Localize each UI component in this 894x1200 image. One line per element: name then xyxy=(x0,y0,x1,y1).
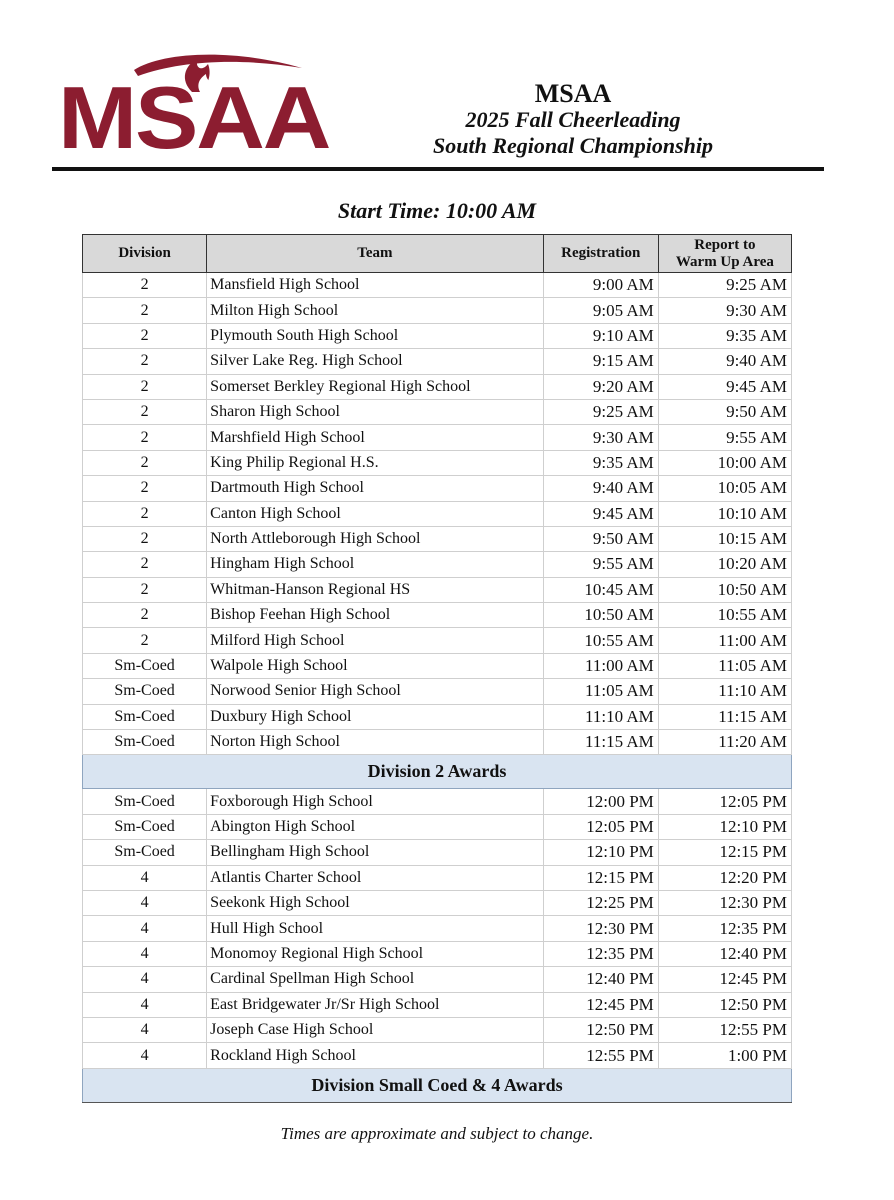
table-row xyxy=(83,425,792,450)
division-cell: 2 xyxy=(83,476,207,501)
title-block xyxy=(398,80,748,159)
team-cell: Norton High School xyxy=(207,730,543,755)
table-row xyxy=(83,967,792,992)
team-cell: Atlantis Charter School xyxy=(207,865,543,890)
header-rule xyxy=(52,167,824,171)
report-cell: 12:15 PM xyxy=(658,840,791,865)
table-row xyxy=(83,374,792,399)
division-cell: Sm-Coed xyxy=(83,840,207,865)
report-cell: 9:35 AM xyxy=(658,323,791,348)
division-cell: 4 xyxy=(83,916,207,941)
table-row xyxy=(83,992,792,1017)
report-cell: 9:30 AM xyxy=(658,298,791,323)
awards-row xyxy=(83,755,792,789)
table-row xyxy=(83,865,792,890)
division-cell: 4 xyxy=(83,865,207,890)
report-cell: 11:05 AM xyxy=(658,653,791,678)
registration-cell: 12:50 PM xyxy=(543,1017,658,1042)
footnote: Times are approximate and subject to change. xyxy=(280,1124,594,1143)
division-cell: Sm-Coed xyxy=(83,704,207,729)
report-cell: 11:20 AM xyxy=(658,730,791,755)
registration-cell: 12:05 PM xyxy=(543,814,658,839)
report-cell: 10:50 AM xyxy=(658,577,791,602)
report-cell: 9:25 AM xyxy=(658,273,791,298)
table-header-row xyxy=(83,235,792,273)
event-title: 2025 Fall Cheerleading xyxy=(465,107,681,132)
team-cell: Whitman-Hanson Regional HS xyxy=(207,577,543,602)
registration-cell: 9:10 AM xyxy=(543,323,658,348)
division-cell: Sm-Coed xyxy=(83,730,207,755)
awards-label: Division Small Coed & 4 Awards xyxy=(83,1068,792,1102)
report-cell: 12:35 PM xyxy=(658,916,791,941)
table-row xyxy=(83,450,792,475)
division-cell: 2 xyxy=(83,628,207,653)
registration-cell: 9:20 AM xyxy=(543,374,658,399)
org-title: MSAA xyxy=(534,79,612,108)
table-row xyxy=(83,704,792,729)
division-cell: 2 xyxy=(83,323,207,348)
registration-cell: 12:55 PM xyxy=(543,1043,658,1068)
registration-cell: 10:55 AM xyxy=(543,628,658,653)
header-report-line1: Report to xyxy=(694,236,756,253)
division-cell: 2 xyxy=(83,399,207,424)
team-cell: Rockland High School xyxy=(207,1043,543,1068)
division-cell: 2 xyxy=(83,273,207,298)
team-cell: Milford High School xyxy=(207,628,543,653)
registration-cell: 9:50 AM xyxy=(543,526,658,551)
division-cell: 4 xyxy=(83,1043,207,1068)
header-team: Team xyxy=(207,235,543,273)
registration-cell: 9:00 AM xyxy=(543,273,658,298)
division-cell: Sm-Coed xyxy=(83,653,207,678)
division-cell: 4 xyxy=(83,941,207,966)
division-cell: Sm-Coed xyxy=(83,789,207,814)
report-cell: 9:50 AM xyxy=(658,399,791,424)
table-row xyxy=(83,789,792,814)
team-cell: Norwood Senior High School xyxy=(207,679,543,704)
division-cell: 2 xyxy=(83,349,207,374)
team-cell: Bellingham High School xyxy=(207,840,543,865)
registration-cell: 10:50 AM xyxy=(543,603,658,628)
team-cell: Hull High School xyxy=(207,916,543,941)
division-cell: 4 xyxy=(83,967,207,992)
division-cell: 2 xyxy=(83,577,207,602)
team-cell: Silver Lake Reg. High School xyxy=(207,349,543,374)
table-row xyxy=(83,890,792,915)
header-registration: Registration xyxy=(543,235,658,273)
registration-cell: 9:05 AM xyxy=(543,298,658,323)
team-cell: Marshfield High School xyxy=(207,425,543,450)
schedule-body xyxy=(83,273,792,1103)
start-time: Start Time: 10:00 AM xyxy=(337,198,537,223)
division-cell: 2 xyxy=(83,603,207,628)
report-cell: 12:05 PM xyxy=(658,789,791,814)
team-cell: Monomoy Regional High School xyxy=(207,941,543,966)
team-cell: Foxborough High School xyxy=(207,789,543,814)
report-cell: 10:05 AM xyxy=(658,476,791,501)
report-cell: 12:10 PM xyxy=(658,814,791,839)
team-cell: North Attleborough High School xyxy=(207,526,543,551)
registration-cell: 9:55 AM xyxy=(543,552,658,577)
division-cell: 2 xyxy=(83,526,207,551)
registration-cell: 9:45 AM xyxy=(543,501,658,526)
report-cell: 9:40 AM xyxy=(658,349,791,374)
table-row xyxy=(83,526,792,551)
table-row xyxy=(83,814,792,839)
division-cell: 2 xyxy=(83,501,207,526)
team-cell: Somerset Berkley Regional High School xyxy=(207,374,543,399)
team-cell: Walpole High School xyxy=(207,653,543,678)
report-cell: 12:30 PM xyxy=(658,890,791,915)
report-cell: 10:10 AM xyxy=(658,501,791,526)
report-cell: 11:15 AM xyxy=(658,704,791,729)
report-cell: 10:20 AM xyxy=(658,552,791,577)
registration-cell: 12:40 PM xyxy=(543,967,658,992)
division-cell: 4 xyxy=(83,890,207,915)
logo-wordmark: MSAA xyxy=(58,68,330,167)
registration-cell: 12:15 PM xyxy=(543,865,658,890)
table-row xyxy=(83,476,792,501)
division-cell: 2 xyxy=(83,298,207,323)
report-cell: 12:50 PM xyxy=(658,992,791,1017)
schedule-table xyxy=(82,234,792,1103)
division-cell: 4 xyxy=(83,1017,207,1042)
registration-cell: 9:30 AM xyxy=(543,425,658,450)
header-report-line2: Warm Up Area xyxy=(675,253,774,270)
team-cell: Hingham High School xyxy=(207,552,543,577)
table-row xyxy=(83,941,792,966)
table-row xyxy=(83,628,792,653)
report-cell: 10:55 AM xyxy=(658,603,791,628)
table-row xyxy=(83,552,792,577)
report-cell: 12:20 PM xyxy=(658,865,791,890)
team-cell: Sharon High School xyxy=(207,399,543,424)
team-cell: Seekonk High School xyxy=(207,890,543,915)
report-cell: 10:00 AM xyxy=(658,450,791,475)
team-cell: King Philip Regional H.S. xyxy=(207,450,543,475)
table-row xyxy=(83,730,792,755)
table-row xyxy=(83,298,792,323)
registration-cell: 11:05 AM xyxy=(543,679,658,704)
report-cell: 1:00 PM xyxy=(658,1043,791,1068)
division-cell: 2 xyxy=(83,374,207,399)
registration-cell: 12:25 PM xyxy=(543,890,658,915)
table-row xyxy=(83,679,792,704)
table-row xyxy=(83,349,792,374)
registration-cell: 11:00 AM xyxy=(543,653,658,678)
registration-cell: 12:30 PM xyxy=(543,916,658,941)
report-cell: 9:45 AM xyxy=(658,374,791,399)
team-cell: Bishop Feehan High School xyxy=(207,603,543,628)
table-row xyxy=(83,323,792,348)
table-row xyxy=(83,653,792,678)
registration-cell: 12:35 PM xyxy=(543,941,658,966)
table-row xyxy=(83,916,792,941)
team-cell: Canton High School xyxy=(207,501,543,526)
report-cell: 12:45 PM xyxy=(658,967,791,992)
report-cell: 9:55 AM xyxy=(658,425,791,450)
division-cell: 2 xyxy=(83,425,207,450)
awards-row xyxy=(83,1068,792,1102)
registration-cell: 10:45 AM xyxy=(543,577,658,602)
registration-cell: 9:40 AM xyxy=(543,476,658,501)
table-row xyxy=(83,501,792,526)
registration-cell: 11:15 AM xyxy=(543,730,658,755)
division-cell: 2 xyxy=(83,450,207,475)
report-cell: 12:55 PM xyxy=(658,1017,791,1042)
table-row xyxy=(83,1017,792,1042)
registration-cell: 12:00 PM xyxy=(543,789,658,814)
table-row xyxy=(83,577,792,602)
team-cell: Milton High School xyxy=(207,298,543,323)
team-cell: Duxbury High School xyxy=(207,704,543,729)
team-cell: Mansfield High School xyxy=(207,273,543,298)
report-cell: 10:15 AM xyxy=(658,526,791,551)
team-cell: Dartmouth High School xyxy=(207,476,543,501)
report-cell: 12:40 PM xyxy=(658,941,791,966)
division-cell: Sm-Coed xyxy=(83,679,207,704)
registration-cell: 9:15 AM xyxy=(543,349,658,374)
awards-label: Division 2 Awards xyxy=(83,755,792,789)
header-report xyxy=(658,235,791,273)
division-cell: 2 xyxy=(83,552,207,577)
table-row xyxy=(83,1043,792,1068)
team-cell: Abington High School xyxy=(207,814,543,839)
team-cell: East Bridgewater Jr/Sr High School xyxy=(207,992,543,1017)
registration-cell: 9:25 AM xyxy=(543,399,658,424)
table-row xyxy=(83,603,792,628)
division-cell: Sm-Coed xyxy=(83,814,207,839)
registration-cell: 12:10 PM xyxy=(543,840,658,865)
table-row xyxy=(83,840,792,865)
table-row xyxy=(83,273,792,298)
team-cell: Cardinal Spellman High School xyxy=(207,967,543,992)
registration-cell: 11:10 AM xyxy=(543,704,658,729)
event-subtitle: South Regional Championship xyxy=(433,133,713,158)
division-cell: 4 xyxy=(83,992,207,1017)
registration-cell: 9:35 AM xyxy=(543,450,658,475)
document-header xyxy=(52,44,824,172)
report-cell: 11:10 AM xyxy=(658,679,791,704)
team-cell: Joseph Case High School xyxy=(207,1017,543,1042)
report-cell: 11:00 AM xyxy=(658,628,791,653)
header-division: Division xyxy=(83,235,207,273)
registration-cell: 12:45 PM xyxy=(543,992,658,1017)
table-row xyxy=(83,399,792,424)
msaa-logo xyxy=(52,44,330,167)
team-cell: Plymouth South High School xyxy=(207,323,543,348)
